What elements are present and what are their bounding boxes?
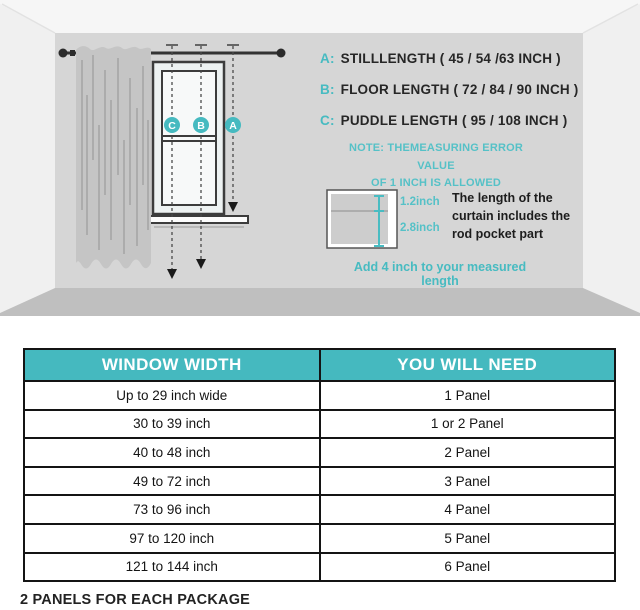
curtain-panel	[76, 46, 151, 268]
panel-count-table	[23, 348, 616, 582]
package-note: 2 PANELS FOR EACH PACKAGE	[20, 592, 251, 608]
left-wall	[0, 4, 55, 313]
pocket-description: The length of the curtain includes the rod pocket part	[452, 191, 571, 242]
length-markers	[164, 117, 241, 133]
measuring-note	[330, 140, 542, 193]
panels-needed-cell: 4 Panel	[320, 495, 616, 524]
table-header-row	[24, 349, 615, 381]
panels-needed-cell: 1 or 2 Panel	[320, 410, 616, 439]
window-width-cell: 121 to 144 inch	[24, 553, 320, 582]
legend-item-b	[320, 82, 579, 97]
measuring-note-line1: NOTE: THEMEASURING ERROR VALUE	[348, 142, 524, 172]
marker-a-label: A	[229, 120, 237, 132]
window-width-cell: 73 to 96 inch	[24, 495, 320, 524]
floor	[0, 288, 640, 316]
window-width-cell: 40 to 48 inch	[24, 438, 320, 467]
panels-needed-cell: 5 Panel	[320, 524, 616, 553]
table-row	[24, 467, 615, 496]
panels-needed-cell: 1 Panel	[320, 381, 616, 410]
rod-pocket-diagram	[327, 190, 397, 248]
table-header-window-width: WINDOW WIDTH	[24, 349, 320, 381]
legend-text-b: FLOOR LENGTH ( 72 / 84 / 90 INCH )	[340, 82, 579, 97]
panels-needed-cell: 2 Panel	[320, 438, 616, 467]
table-header-you-will-need: YOU WILL NEED	[320, 349, 616, 381]
table-row	[24, 495, 615, 524]
legend-text-a: STILLLENGTH ( 45 / 54 /63 INCH )	[340, 51, 561, 66]
table-row	[24, 410, 615, 439]
legend-letter-a: A:	[320, 51, 335, 66]
legend-item-a	[320, 51, 579, 66]
legend-letter-b: B:	[320, 82, 335, 97]
window-width-cell: 97 to 120 inch	[24, 524, 320, 553]
measuring-note-line2: OF 1 INCH IS ALLOWED	[370, 177, 502, 190]
pocket-measure-bottom-label: 2.8inch	[400, 222, 440, 234]
pocket-measure-top-label: 1.2inch	[400, 196, 440, 208]
marker-b-label: B	[197, 120, 205, 132]
marker-c-label: C	[168, 120, 176, 132]
table-row	[24, 381, 615, 410]
legend-text-c: PUDDLE LENGTH ( 95 / 108 INCH )	[340, 113, 568, 128]
window-width-cell: 30 to 39 inch	[24, 410, 320, 439]
window	[153, 62, 224, 214]
panels-needed-cell: 6 Panel	[320, 553, 616, 582]
window-width-cell: 49 to 72 inch	[24, 467, 320, 496]
legend-letter-c: C:	[320, 113, 335, 128]
panels-needed-cell: 3 Panel	[320, 467, 616, 496]
table-row	[24, 438, 615, 467]
add-length-tip: Add 4 inch to your measured length	[353, 260, 527, 288]
table-row	[24, 553, 615, 582]
right-wall	[583, 4, 640, 313]
panel-table-body	[24, 381, 615, 581]
window-width-cell: Up to 29 inch wide	[24, 381, 320, 410]
legend-item-c	[320, 113, 579, 128]
length-legend	[320, 51, 579, 128]
table-row	[24, 524, 615, 553]
